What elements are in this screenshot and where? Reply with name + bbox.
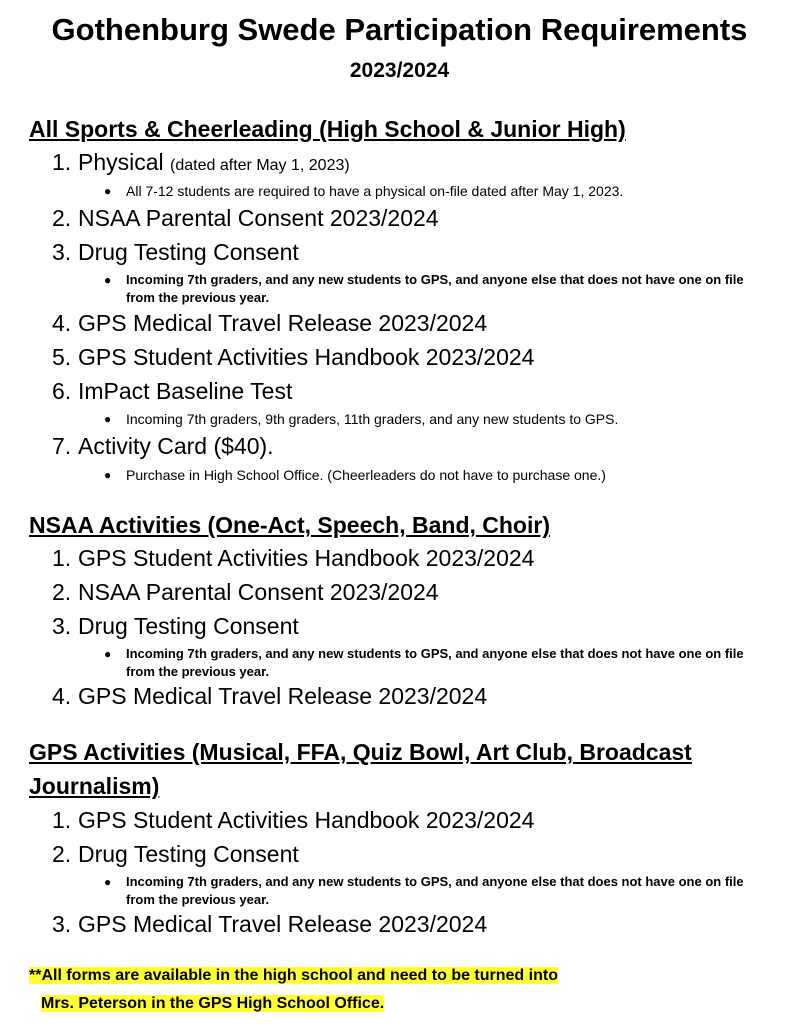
item-label: Physical [78,149,164,175]
footer-line-1: **All forms are available in the high school and need to be turned into [29,967,558,984]
item-label: ImPact Baseline Test [78,378,293,404]
item-label: GPS Student Activities Handbook 2023/2024 [78,807,535,833]
list-item [52,377,292,405]
list-item [52,682,487,710]
item-label: GPS Medical Travel Release 2023/2024 [78,683,488,709]
bullet-icon: ● [104,412,112,426]
item-label: GPS Student Activities Handbook 2023/2024 [78,545,535,571]
item-number: 3. [52,911,72,937]
bullet-icon: ● [104,468,112,482]
list-item [52,309,487,337]
item-label: GPS Medical Travel Release 2023/2024 [78,310,488,336]
list-item [52,148,350,180]
list-item [52,806,534,834]
list-item [52,840,299,868]
item-number: 6. [52,378,72,404]
item-number: 1. [52,149,72,175]
footer-note [29,962,558,1018]
item-label: Drug Testing Consent [78,613,299,639]
list-item [52,432,274,460]
list-item [52,578,439,606]
section-heading-nsaa-activities: NSAA Activities (One-Act, Speech, Band, Choir) [29,512,550,538]
item-number: 7. [52,433,72,459]
page-title: Gothenburg Swede Participation Requirements [51,12,748,47]
item-number: 3. [52,613,72,639]
item-number: 4. [52,683,72,709]
sub-bullet-text: Incoming 7th graders, and any new students to GPS, and anyone else that does not have one on file from the previous year. [126,646,744,679]
sub-bullet [104,466,764,484]
footer-line-2: Mrs. Peterson in the GPS High School Office. [41,995,385,1012]
item-number: 2. [52,579,72,605]
school-year: 2023/2024 [349,59,450,82]
item-label: Drug Testing Consent [78,841,299,867]
bullet-icon: ● [104,647,112,661]
list-item [52,343,534,371]
sub-bullet-text: Purchase in High School Office. (Cheerleaders do not have to purchase one.) [126,467,606,483]
section-heading-all-sports: All Sports & Cheerleading (High School & Junior High) [29,116,626,142]
bullet-icon: ● [104,184,112,198]
sub-bullet [104,410,764,428]
sub-bullet [104,873,764,909]
bullet-icon: ● [104,875,112,889]
sub-bullet [104,182,764,200]
sub-bullet [104,271,764,307]
bullet-icon: ● [104,273,112,287]
list-item [52,544,534,572]
sub-bullet-text: Incoming 7th graders, and any new students to GPS, and anyone else that does not have one on file from the previous year. [126,272,744,305]
item-number: 2. [52,841,72,867]
item-number: 3. [52,239,72,265]
item-label: NSAA Parental Consent 2023/2024 [78,579,439,605]
sub-bullet-text: All 7-12 students are required to have a physical on-file dated after May 1, 2023. [126,183,624,199]
item-label: Drug Testing Consent [78,239,299,265]
list-item [52,238,299,266]
item-number: 4. [52,310,72,336]
section-heading-gps-activities: GPS Activities (Musical, FFA, Quiz Bowl, Art Club, Broadcast Journalism) [29,739,692,799]
item-label: GPS Student Activities Handbook 2023/2024 [78,344,535,370]
item-label: GPS Medical Travel Release 2023/2024 [78,911,488,937]
item-number: 5. [52,344,72,370]
item-number: 2. [52,205,72,231]
item-number: 1. [52,545,72,571]
list-item [52,910,487,938]
list-item [52,204,439,232]
item-note: (dated after May 1, 2023) [170,157,350,174]
sub-bullet [104,645,764,681]
item-label: NSAA Parental Consent 2023/2024 [78,205,439,231]
sub-bullet-text: Incoming 7th graders, 9th graders, 11th graders, and any new students to GPS. [126,411,619,427]
item-number: 1. [52,807,72,833]
item-label: Activity Card ($40). [78,433,274,459]
list-item [52,612,299,640]
sub-bullet-text: Incoming 7th graders, and any new students to GPS, and anyone else that does not have one on file from the previous year. [126,874,744,907]
